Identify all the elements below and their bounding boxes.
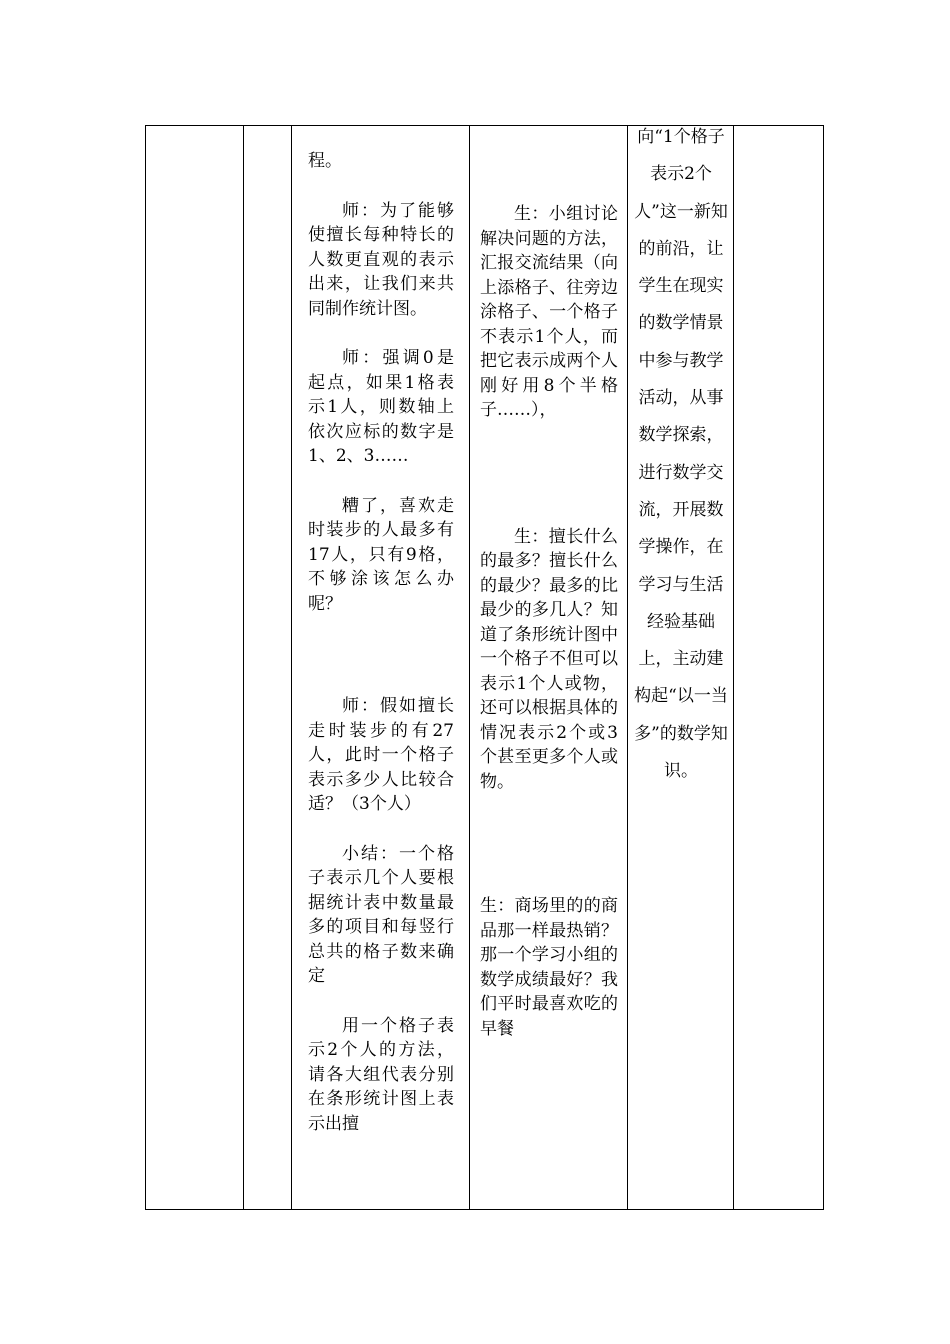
lesson-plan-table (145, 125, 824, 1210)
design-intent-cell (628, 126, 734, 790)
teacher-activity-cell (292, 126, 470, 1136)
student-activity-cell (470, 126, 628, 1041)
teacher-text-continuation: 程。 (308, 151, 342, 171)
student-text-examples: 生：商场里的的商品那一样最热销？那一个学习小组的数学成绩最好？我们平时最喜欢吃的早餐 (480, 896, 618, 1039)
design-intent-text: 向“1个格子表示2个人”这一新知的前沿，让学生在现实的数学情景中参与教学活动，从事数学探索，进行数学交流，开展数学操作，在学习与生活经验基础上，主动建构起“以一当多”的数学知识。 (634, 127, 728, 782)
teacher-text-problem: 糟了，喜欢走时装步的人最多有17人，只有9格，不够涂该怎么办呢？ (308, 495, 454, 614)
teacher-text-method: 用一个格子表示2个人的方法，请各大组代表分别在条形统计图上表示出擅 (308, 1015, 454, 1134)
teacher-text-make-chart: 师：为了能够使擅长每种特长的人数更直观的表示出来，让我们来共同制作统计图。 (308, 200, 454, 319)
student-text-discussion: 生：小组讨论解决问题的方法，汇报交流结果（向上添格子、往旁边涂格子、一个格子不表示1个人，而把它表示成两个人刚好用8个半格子……）， (480, 204, 618, 420)
column-divider (243, 126, 244, 1209)
student-text-analysis: 生：擅长什么的最多？擅长什么的最少？最多的比最少的多几人？知道了条形统计图中一个格子不但可以表示1个人或物，还可以根据具体的情况表示2个或3个甚至更多个人或物。 (480, 526, 618, 792)
teacher-text-question: 师：假如擅长走时装步的有27人，此时一个格子表示多少人比较合适？（3个人） (308, 696, 454, 814)
teacher-text-start-point: 师：强调0是起点，如果1格表示1人，则数轴上依次应标的数字是1、2、3…… (308, 348, 454, 466)
teacher-text-summary: 小结：一个格子表示几个人要根据统计表中数量最多的项目和每竖行总共的格子数来确定 (308, 843, 454, 986)
